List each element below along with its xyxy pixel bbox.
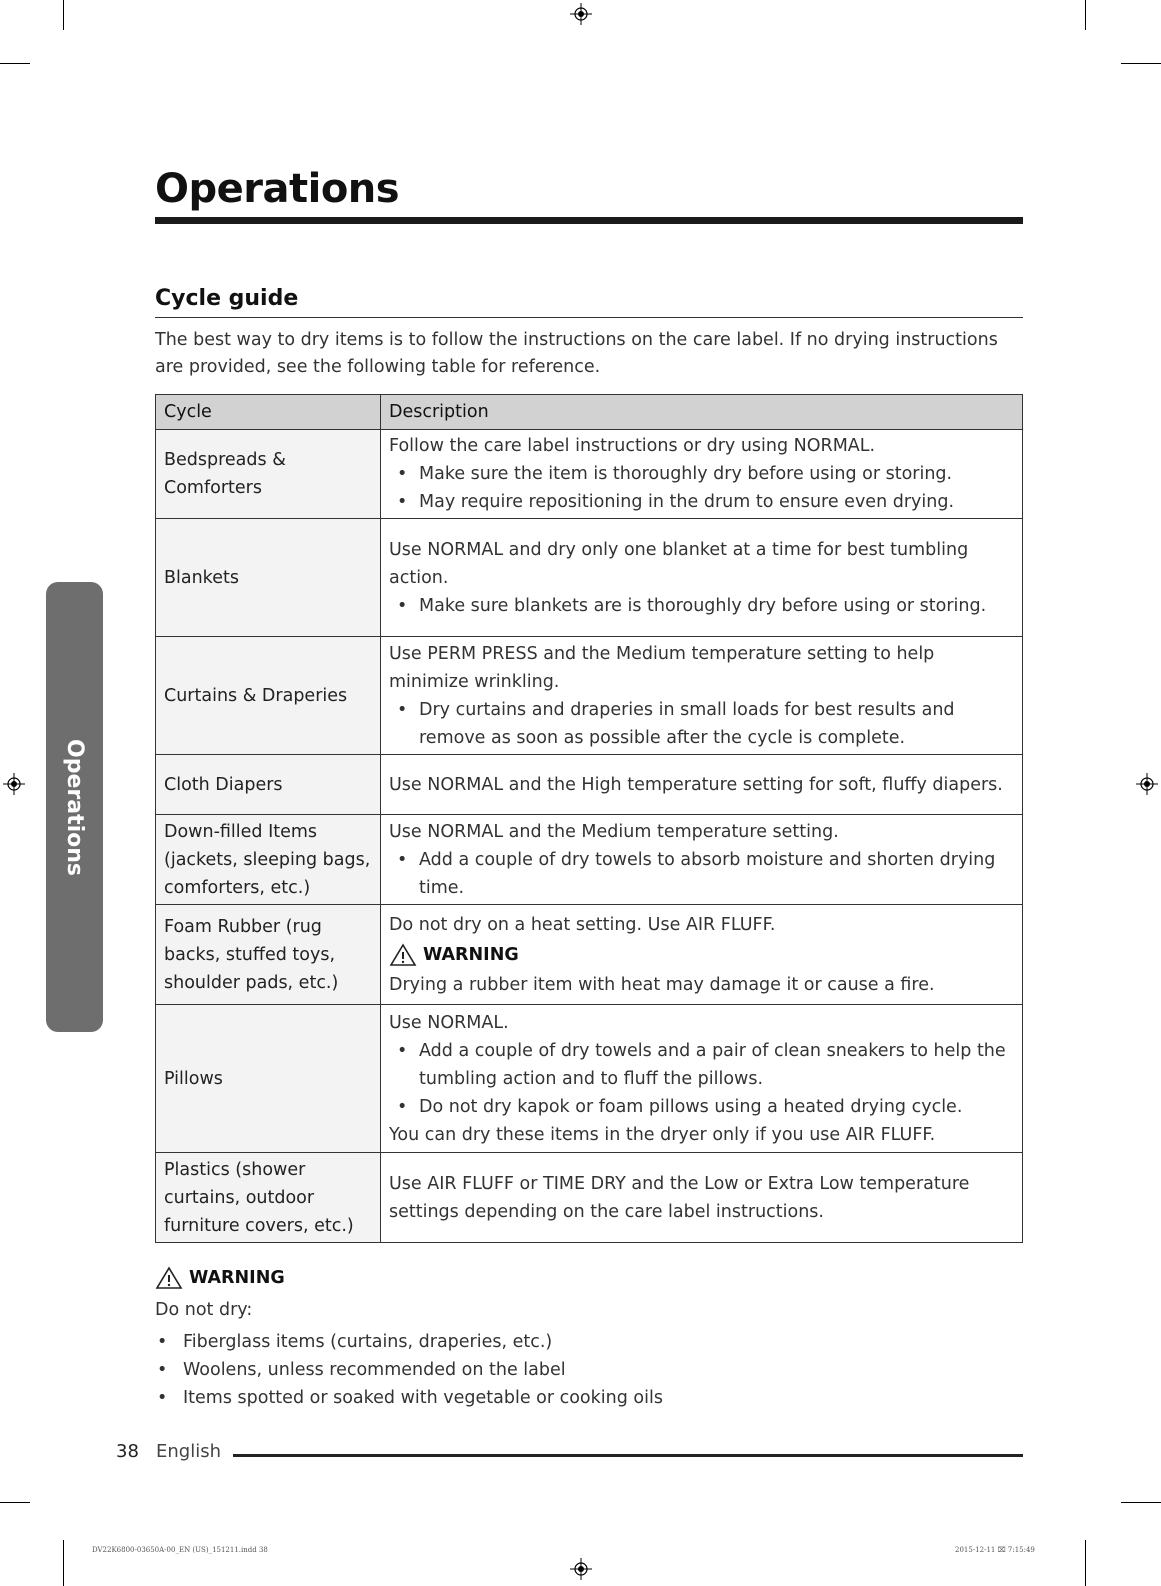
cycle-name: Blankets [156, 519, 381, 637]
column-header-cycle: Cycle [156, 395, 381, 430]
table-row [156, 755, 1023, 815]
column-header-description: Description [381, 395, 1023, 430]
warning-label: WARNING [189, 1268, 285, 1288]
cycle-name: Pillows [156, 1005, 381, 1153]
table-row [156, 905, 1023, 1005]
cycle-table [155, 394, 1023, 1243]
description-text: Use NORMAL and dry only one blanket at a time for best tumbling action. [389, 539, 969, 588]
crop-mark [0, 63, 30, 64]
description-text: Use NORMAL and the Medium temperature setting. [389, 821, 839, 842]
cycle-name: Down-filled Items (jackets, sleeping bags, comforters, etc.) [156, 815, 381, 905]
cycle-name: Cloth Diapers [156, 755, 381, 815]
crop-mark [63, 0, 64, 30]
inline-warning-text: Drying a rubber item with heat may damage it or cause a fire. [389, 974, 935, 995]
cycle-description [381, 637, 1023, 755]
warning-block [155, 1266, 1023, 1412]
description-text: Use PERM PRESS and the Medium temperature setting to help minimize wrinkling. [389, 643, 935, 692]
registration-mark-icon [570, 1558, 592, 1580]
cycle-description [381, 905, 1023, 1005]
crop-mark [1121, 63, 1161, 64]
cycle-description [381, 1005, 1023, 1153]
table-row [156, 815, 1023, 905]
list-item: • Items spotted or soaked with vegetable or cooking oils [155, 1384, 1023, 1412]
inline-warning-heading [389, 941, 1014, 969]
title-divider [155, 217, 1023, 224]
cycle-name: Foam Rubber (rug backs, stuffed toys, shoulder pads, etc.) [156, 905, 381, 1005]
intro-paragraph: The best way to dry items is to follow the instructions on the care label. If no drying instructions are provided, see the following table for reference. [155, 330, 998, 377]
table-row [156, 519, 1023, 637]
cycle-description [381, 755, 1023, 815]
warning-lead: Do not dry: [155, 1300, 253, 1320]
warning-triangle-icon [155, 1266, 183, 1290]
description-bullet: • May require repositioning in the drum to ensure even drying. [389, 488, 1014, 516]
description-bullet: • Add a couple of dry towels to absorb moisture and shorten drying time. [389, 846, 1014, 902]
print-slug-date: 2015-12-11 ⌧ 7:15:49 [955, 1546, 1035, 1554]
description-bullet: • Do not dry kapok or foam pillows using a heated drying cycle. [389, 1093, 1014, 1121]
list-item: • Fiberglass items (curtains, draperies, etc.) [155, 1328, 1023, 1356]
cycle-description [381, 815, 1023, 905]
crop-mark [0, 1502, 30, 1503]
description-text: Follow the care label instructions or dry using NORMAL. [389, 436, 876, 456]
page-title: Operations [155, 166, 400, 212]
side-tab [46, 582, 103, 1032]
section-divider [155, 317, 1023, 318]
description-text: Use AIR FLUFF or TIME DRY and the Low or Extra Low temperature settings depending on the care label instructions. [389, 1173, 970, 1222]
cycle-name: Plastics (shower curtains, outdoor furniture covers, etc.) [156, 1153, 381, 1243]
description-bullet: • Add a couple of dry towels and a pair of clean sneakers to help the tumbling action and to fluff the pillows. [389, 1037, 1014, 1093]
description-text: You can dry these items in the dryer only if you use AIR FLUFF. [389, 1124, 936, 1145]
registration-mark-icon [3, 773, 25, 795]
print-slug-file: DV22K6800-03650A-00_EN (US)_151211.indd 38 [92, 1546, 268, 1554]
description-text: Do not dry on a heat setting. Use AIR FLUFF. [389, 914, 776, 935]
description-text: Use NORMAL. [389, 1012, 509, 1033]
footer-divider [233, 1454, 1023, 1457]
table-header-row [156, 395, 1023, 430]
registration-mark-icon [1136, 773, 1158, 795]
crop-mark [1085, 1540, 1086, 1586]
footer-language: English [156, 1441, 221, 1462]
table-row [156, 637, 1023, 755]
description-text: Use NORMAL and the High temperature setting for soft, fluffy diapers. [389, 774, 1003, 795]
crop-mark [1085, 0, 1086, 30]
registration-mark-icon [570, 3, 592, 25]
description-bullet: • Make sure the item is thoroughly dry before using or storing. [389, 460, 1014, 488]
crop-mark [1121, 1502, 1161, 1503]
warning-heading [155, 1266, 1023, 1290]
cycle-name: Bedspreads & Comforters [156, 430, 381, 519]
cycle-description [381, 1153, 1023, 1243]
warning-triangle-icon [389, 943, 417, 967]
list-item: • Woolens, unless recommended on the label [155, 1356, 1023, 1384]
page-number: 38 [116, 1441, 139, 1462]
table-row [156, 1153, 1023, 1243]
cycle-name: Curtains & Draperies [156, 637, 381, 755]
table-row [156, 430, 1023, 519]
side-tab-label: Operations [62, 738, 87, 876]
section-title: Cycle guide [155, 286, 299, 311]
description-bullet: • Make sure blankets are is thoroughly dry before using or storing. [389, 592, 1014, 620]
warning-list [155, 1328, 1023, 1412]
crop-mark [63, 1540, 64, 1586]
cycle-description [381, 430, 1023, 519]
cycle-description [381, 519, 1023, 637]
table-row [156, 1005, 1023, 1153]
description-bullet: • Dry curtains and draperies in small loads for best results and remove as soon as possible after the cycle is complete. [389, 696, 1014, 752]
inline-warning-label: WARNING [423, 944, 519, 965]
